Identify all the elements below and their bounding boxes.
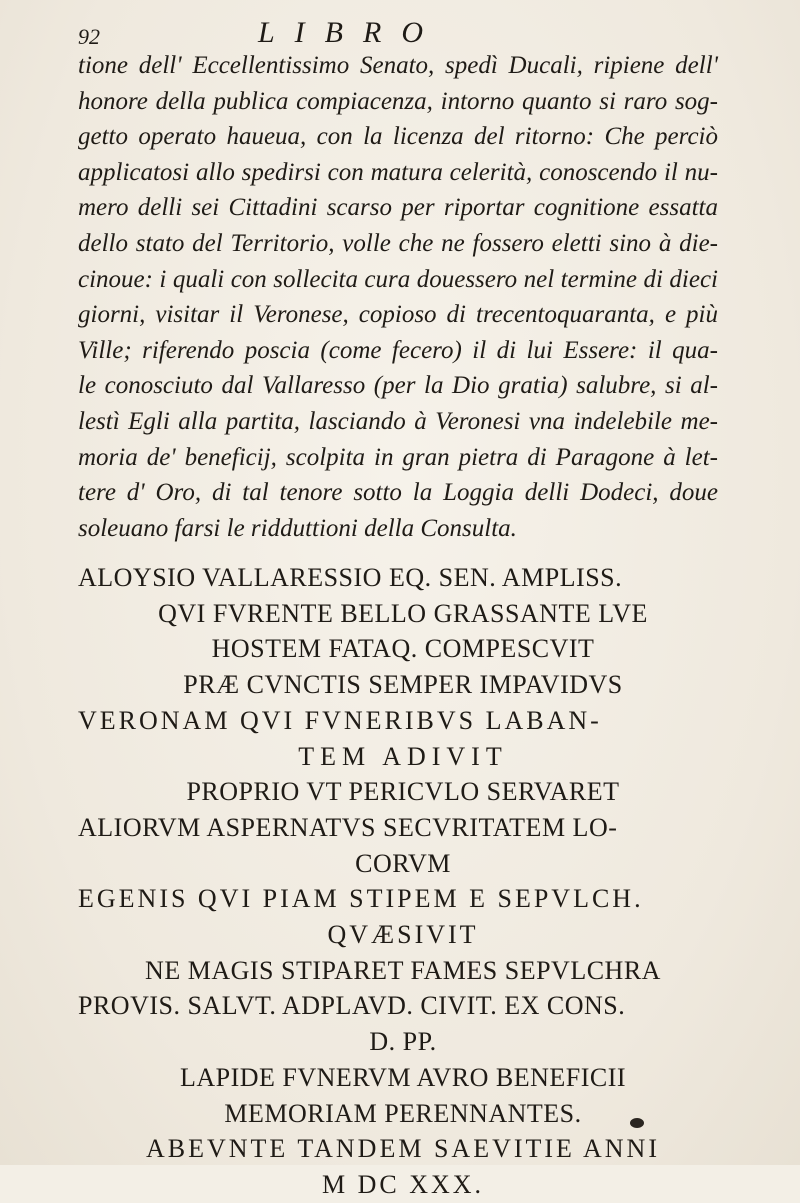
prose-line: getto operato haueua, con la licenza del ritorno: Che perciò [78, 123, 718, 151]
prose-line: giorni, visitar il Veronese, copioso di trecentoquaranta, e più [78, 301, 718, 329]
inscription-line: PROPRIO VT PERICVLO SERVARET [186, 777, 620, 807]
prose-line: moria de' beneficij, scolpita in gran pietra di Paragone à let- [78, 443, 718, 471]
inscription-line: ALIORVM ASPERNATVS SECVRITATEM LO- [78, 812, 618, 842]
inscription-line: HOSTEM FATAQ. COMPESCVIT [211, 634, 595, 664]
prose-line: le conosciuto dal Vallaresso (per la Dio gratia) salubre, si al- [78, 372, 718, 400]
inscription-line: MEMORIAM PERENNANTES. [224, 1098, 582, 1128]
prose-line: honore della publica compiacenza, intorno quanto si raro sog- [78, 87, 718, 115]
inscription-line: TEM ADIVIT [298, 741, 508, 771]
inscription-line: PRÆ CVNCTIS SEMPER IMPAVIDVS [183, 670, 623, 700]
inscription-line: ABEVNTE TANDEM SAEVITIE ANNI [145, 1134, 660, 1164]
prose-line: tere d' Oro, di tal tenore sotto la Loggia delli Dodeci, doue [78, 479, 718, 507]
inscription-line: QVI FVRENTE BELLO GRASSANTE LVE [158, 598, 648, 628]
page-number: 92 [78, 24, 100, 49]
inscription-block [78, 560, 728, 1203]
inscription-line: CORVM [355, 848, 451, 878]
inscription-line: NE MAGIS STIPARET FAMES SEPVLCHRA [145, 955, 661, 985]
inscription-line: M DC XXX. [321, 1169, 485, 1199]
inscription-line: ALOYSIO VALLARESSIO EQ. SEN. AMPLISS. [78, 563, 623, 592]
prose-line: dello stato del Territorio, volle che ne fossero eletti sino à die- [78, 229, 718, 257]
ink-mark-ornament [630, 1118, 644, 1128]
prose-line: mero delli sei Cittadini scarso per riportar cognitione essatta [78, 194, 718, 222]
inscription-line: QVÆSIVIT [327, 920, 479, 950]
running-head: LIBRO [258, 16, 443, 49]
prose-paragraph [78, 48, 718, 546]
prose-line: soleuano farsi le ridduttioni della Consulta. [78, 514, 517, 542]
inscription-line: PROVIS. SALVT. ADPLAVD. CIVIT. EX CONS. [78, 991, 626, 1021]
prose-line: applicatosi allo spedirsi con matura celerità, conoscendo il nu- [78, 158, 718, 186]
prose-line: tione dell' Eccellentissimo Senato, spedì Ducali, ripiene dell' [78, 52, 718, 79]
prose-line: lestì Egli alla partita, lasciando à Veronesi vna indelebile me- [78, 407, 718, 435]
prose-line: cinoue: i quali con sollecita cura douessero nel termine di dieci [78, 265, 718, 293]
inscription-line: D. PP. [369, 1027, 437, 1057]
inscription-line: EGENIS QVI PIAM STIPEM E SEPVLCH. [78, 884, 644, 914]
inscription-line: LAPIDE FVNERVM AVRO BENEFICII [179, 1062, 627, 1092]
inscription-line: VERONAM QVI FVNERIBVS LABAN- [78, 705, 602, 735]
prose-line: Ville; riferendo poscia (come fecero) il di lui Essere: il qua- [78, 336, 718, 364]
